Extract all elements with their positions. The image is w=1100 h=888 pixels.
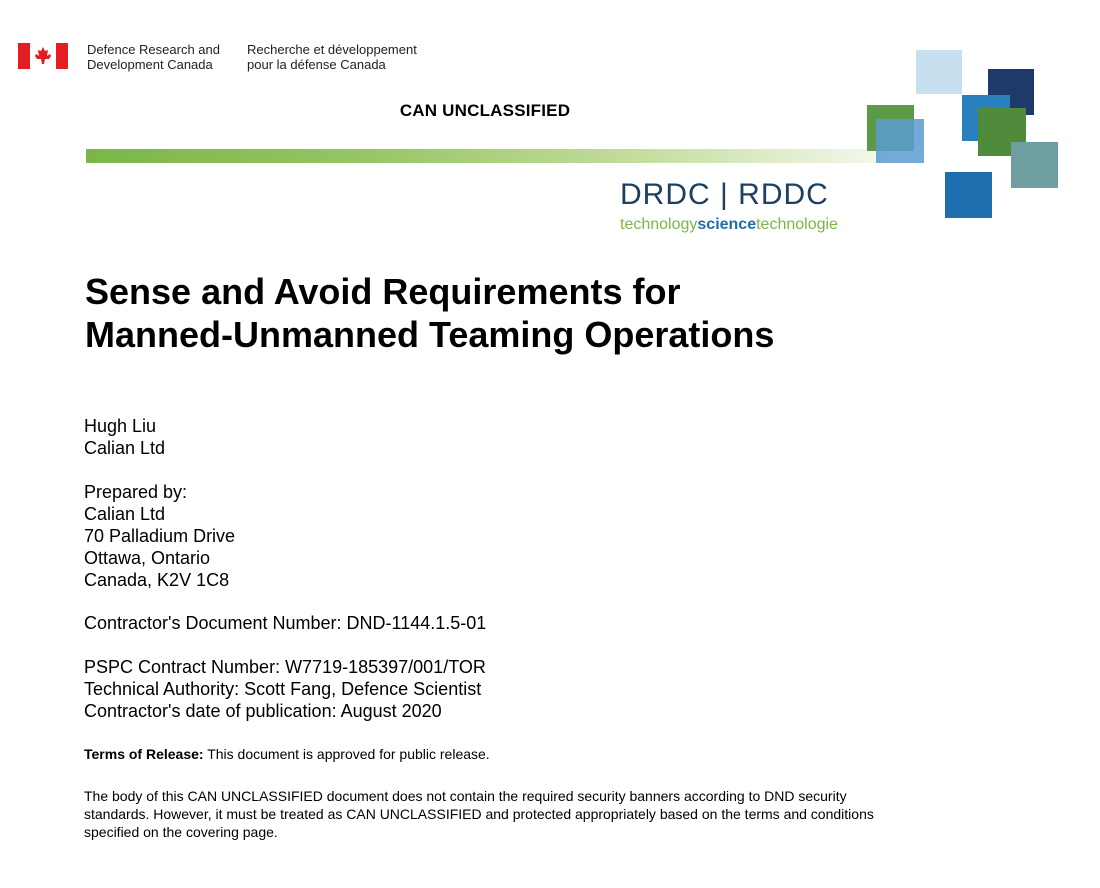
org-fr-line2: pour la défense Canada — [247, 57, 386, 72]
title-line2: Manned-Unmanned Teaming Operations — [85, 314, 775, 355]
technical-authority: Technical Authority: Scott Fang, Defence Scientist — [84, 679, 482, 699]
prepared-street: 70 Palladium Drive — [84, 526, 236, 546]
author-name: Hugh Liu — [84, 416, 157, 436]
pspc-contract-number: PSPC Contract Number: W7719-185397/001/TOR — [84, 657, 486, 677]
rddc-text: RDDC — [738, 178, 829, 211]
org-name-french — [247, 42, 417, 72]
notice-line3: specified on the covering page. — [84, 824, 278, 840]
author-block — [84, 415, 165, 459]
classification-banner: CAN UNCLASSIFIED — [399, 101, 571, 120]
tagline-science: science — [697, 216, 757, 233]
wordmark-separator: | — [720, 178, 729, 211]
prepared-org: Calian Ltd — [84, 504, 166, 524]
drdc-text: DRDC — [620, 178, 711, 211]
notice-line1: The body of this CAN UNCLASSIFIED document does not contain the required security banners according to DND security — [84, 788, 847, 804]
title-line1: Sense and Avoid Requirements for — [85, 271, 681, 312]
org-fr-line1: Recherche et développement — [247, 42, 417, 57]
org-en-line1: Defence Research and — [87, 42, 220, 57]
prepared-by-block — [84, 481, 235, 591]
terms-label: Terms of Release: — [84, 746, 204, 762]
tagline-technologie: technologie — [756, 216, 838, 233]
security-notice — [84, 787, 964, 841]
prepared-city: Ottawa, Ontario — [84, 548, 211, 568]
header-gradient-bar — [86, 149, 886, 163]
author-org: Calian Ltd — [84, 438, 166, 458]
terms-text: This document is approved for public release. — [203, 746, 490, 762]
drdc-wordmark — [620, 178, 829, 212]
publication-date: Contractor's date of publication: August 2020 — [84, 701, 442, 721]
canada-flag-icon — [18, 43, 68, 69]
tagline-technology: technology — [620, 216, 698, 233]
prepared-label: Prepared by: — [84, 482, 188, 502]
org-name-english — [87, 42, 220, 72]
document-title — [85, 270, 985, 356]
org-en-line2: Development Canada — [87, 57, 213, 72]
wordmark-tagline — [620, 215, 838, 235]
notice-line2: standards. However, it must be treated as CAN UNCLASSIFIED and protected appropriately based on the terms and conditions — [84, 806, 874, 822]
contract-block — [84, 656, 486, 722]
contractor-document-number: Contractor's Document Number: DND-1144.1.5-01 — [84, 613, 487, 633]
terms-of-release — [84, 745, 964, 763]
prepared-country: Canada, K2V 1C8 — [84, 570, 230, 590]
